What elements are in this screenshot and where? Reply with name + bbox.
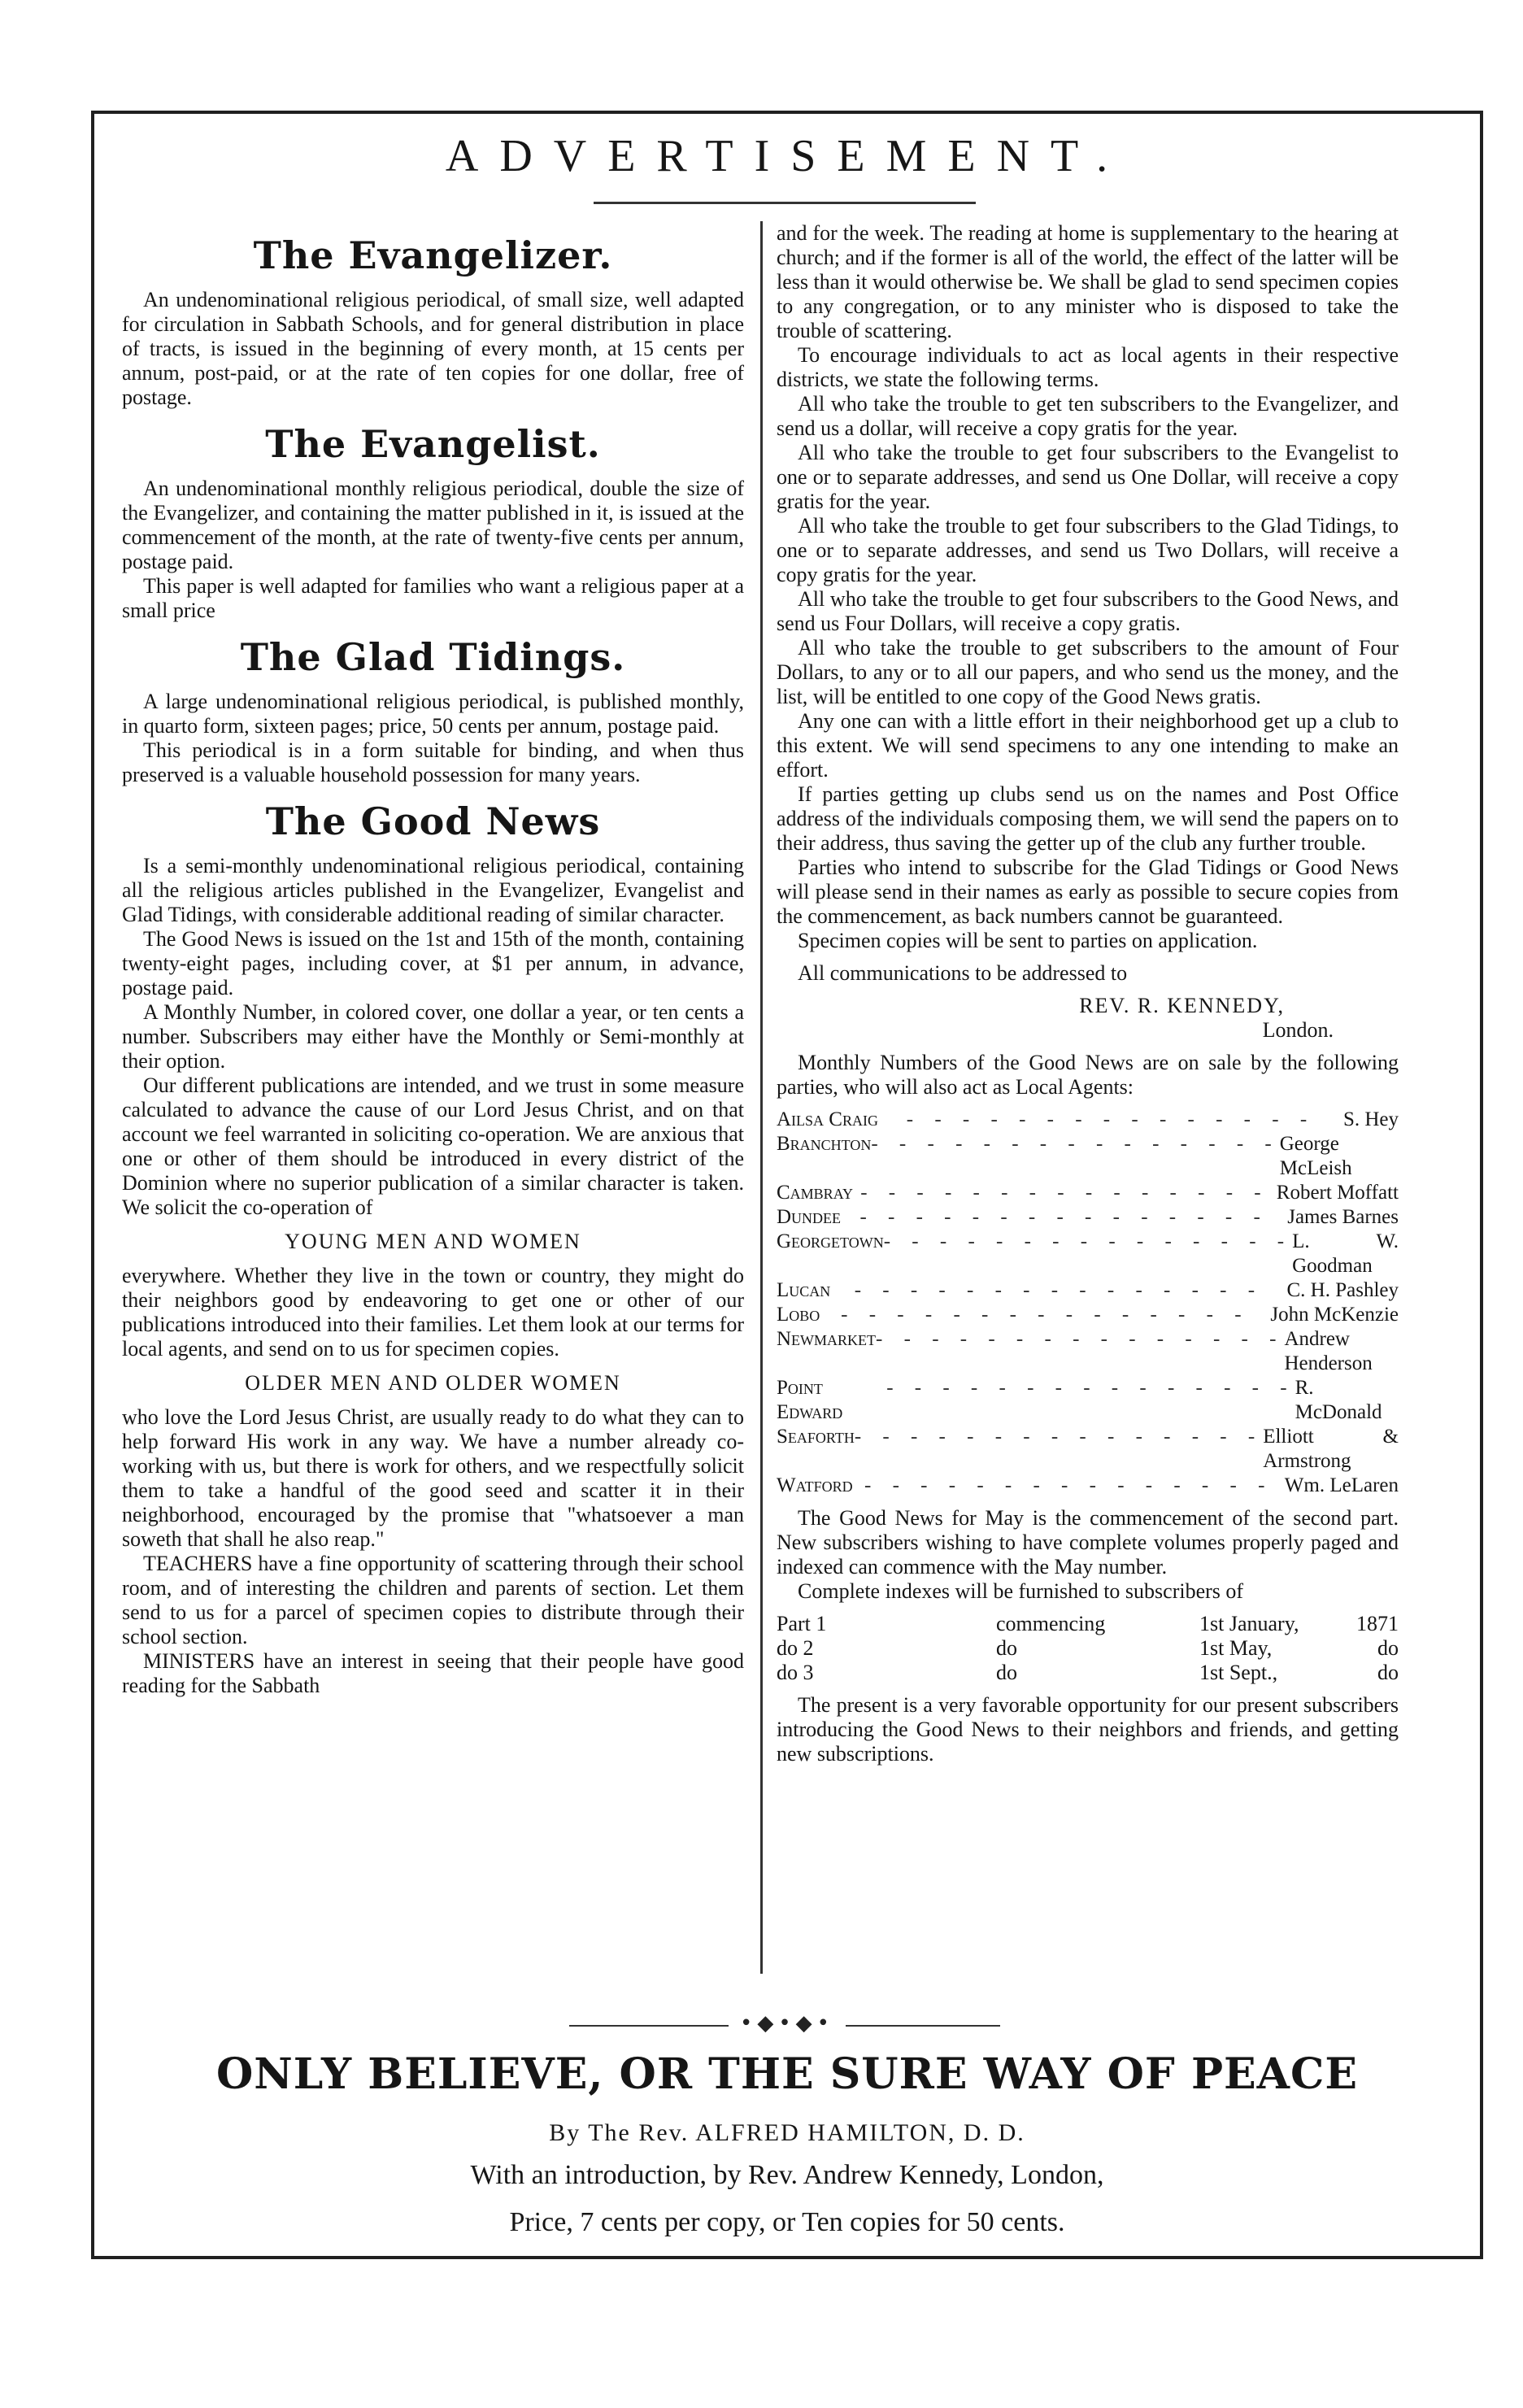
young-text (122, 1264, 744, 1361)
agent-name: C. H. Pashley (1286, 1279, 1399, 1301)
evangelist-text (122, 477, 744, 623)
paragraph: All who take the trouble to get four subscribers to the Glad Tidings, to one or to separate addresses, and send us Two Dollars, will receive a copy gratis for the year. (777, 514, 1399, 586)
paragraph: The Good News is issued on the 1st and 15th of the month, containing twenty-eight pages, including cover, at $1 per annum, in advance, postage paid. (122, 927, 744, 999)
ornament-icon: •◆•◆• (91, 2011, 1483, 2036)
paragraph: Parties who intend to subscribe for the Glad Tidings or Good News will please send in their names as early as possible to secure copies from the commencement, as back numbers cannot be guaranteed. (777, 856, 1399, 928)
paragraph: All who take the trouble to get four subscribers to the Evangelist to one or to separate addresses, and send us One Dollar, will receive a copy gratis for the year. (777, 441, 1399, 513)
list-item: Seaforth - - - - - - - - - - - - - - - Elliott & Armstrong (777, 1426, 1399, 1472)
agent-place: Dundee (777, 1206, 842, 1228)
agent-place: Seaforth (777, 1426, 855, 1448)
page-title: ADVERTISEMENT. (445, 131, 1129, 181)
book-price: Price, 7 cents per copy, or Ten copies for 50 cents. (509, 2207, 1065, 2237)
agent-place: Lucan (777, 1279, 831, 1301)
paragraph: who love the Lord Jesus Christ, are usually ready to do what they can to help forward His work in any way. We have a number already co-working with us, but there is work for others, and we respectfully solicit them to take a handful of the good seed and scatter it in their neighborhood, encouraged by the promise that "whatsoever a man soweth that shall he also reap." (122, 1405, 744, 1551)
agent-name: Andrew Henderson (1284, 1328, 1373, 1374)
closing-block (777, 1693, 1399, 1766)
agents-intro: Monthly Numbers of the Good News are on sale by the following parties, who will also act as Local Agents: (777, 1051, 1399, 1099)
agent-place: Watford (777, 1474, 853, 1496)
paragraph: All who take the trouble to get ten subscribers to the Evangelizer, and send us a dollar, will receive a copy gratis for the year. (777, 392, 1399, 440)
agent-name: John McKenzie (1270, 1304, 1399, 1326)
list-item: Cambray - - - - - - - - - - - - - - - Robert Moffatt (777, 1182, 1399, 1204)
address-block (777, 961, 1399, 986)
list-item: Watford - - - - - - - - - - - - - - - Wm. LeLaren (777, 1474, 1399, 1496)
address-intro: All communications to be addressed to (798, 961, 1128, 985)
paragraph: If parties getting up clubs send us on the names and Post Office address of the individuals composing them, we will send the papers on to their address, thus saving the getter up of the club any further trouble. (777, 782, 1399, 855)
agent-place: Lobo (777, 1304, 820, 1326)
terms-text (777, 221, 1399, 953)
index-table (777, 1612, 1399, 1685)
paragraph: TEACHERS have a fine opportunity of scattering through their school room, and of interesting the children and parents of section. Let them send to us for a parcel of specimen copies to distribute through their school section. (122, 1552, 744, 1648)
book-author: By The Rev. ALFRED HAMILTON, D. D. (549, 2119, 1025, 2146)
paragraph: An undenominational religious periodical, of small size, well adapted for circulation in Sabbath Schools, and for general distribution in place of tracts, is issued in the beginning of every month, at 15 cents per annum, post-paid, or at the rate of ten copies for one dollar, free of postage. (122, 288, 744, 409)
agent-name: Elliott & Armstrong (1263, 1426, 1399, 1472)
good-news-text (122, 854, 744, 1220)
agent-place: Branchton (777, 1133, 872, 1155)
older-text (122, 1405, 744, 1698)
list-item: Branchton - - - - - - - - - - - - - - - George McLeish (777, 1132, 1399, 1181)
agent-place: Point Edward (777, 1377, 843, 1423)
evangelizer-text (122, 288, 744, 410)
agent-name: R. McDonald (1295, 1377, 1382, 1423)
heading-evangelist: The Evangelist. (265, 422, 601, 466)
table-row: do 3 do 1st Sept., do (777, 1661, 1399, 1684)
address-name: REV. R. KENNEDY, (1079, 994, 1285, 1017)
paragraph: This periodical is in a form suitable for binding, and when thus preserved is a valuable household possession for many years. (122, 738, 744, 786)
paragraph: Our different publications are intended, and we trust in some measure calculated to advance the cause of our Lord Jesus Christ, and on that account we feel warranted in soliciting co-operation. We are anxious that one or other of them should be introduced in every district of the Dominion where no superior publication of a similar character is taken. We solicit the co-operation of (122, 1073, 744, 1219)
agent-name: Robert Moffatt (1276, 1182, 1399, 1204)
paragraph: and for the week. The reading at home is supplementary to the hearing at church; and if the former is all of the world, the effect of the latter will be less than it would otherwise be. We shall be glad to send specimen copies to any congregation, or to any minister who is disposed to take the trouble of scattering. (777, 221, 1399, 342)
table-row: do 2 do 1st May, do (777, 1636, 1399, 1660)
book-title: ONLY BELIEVE, OR THE SURE WAY OF PEACE (215, 2049, 1359, 2099)
paragraph: The present is a very favorable opportunity for our present subscribers introducing the Good News to their neighbors and friends, and getting new subscriptions. (777, 1693, 1399, 1766)
heading-glad-tidings: The Glad Tidings. (240, 635, 626, 679)
agent-place: Ailsa Craig (777, 1108, 878, 1130)
table-row: Part 1 commencing 1st January, 1871 (777, 1612, 1399, 1635)
list-item: Dundee - - - - - - - - - - - - - - - James Barnes (777, 1206, 1399, 1228)
agent-place: Cambray (777, 1182, 854, 1204)
paragraph: Is a semi-monthly undenominational religious periodical, containing all the religious articles published in the Evangelizer, Evangelist and Glad Tidings, with considerable additional reading of similar character. (122, 854, 744, 926)
paragraph: This paper is well adapted for families who want a religious paper at a small price (122, 574, 744, 622)
paragraph: An undenominational monthly religious periodical, double the size of the Evangelizer, and containing the matter published in it, is issued at the commencement of the month, at the rate of twenty-five cents per annum, postage paid. (122, 477, 744, 573)
paragraph: Specimen copies will be sent to parties on application. (798, 929, 1258, 952)
paragraph: All who take the trouble to get four subscribers to the Good News, and send us Four Dollars, will receive a copy gratis. (777, 587, 1399, 635)
agent-name: George McLeish (1279, 1133, 1352, 1179)
agent-name: James Barnes (1287, 1206, 1399, 1228)
agent-place: Georgetown (777, 1230, 884, 1252)
agent-name: L. W. Goodman (1292, 1230, 1399, 1277)
paragraph: To encourage individuals to act as local agents in their respective districts, we state the following terms. (777, 343, 1399, 391)
heading-evangelizer: The Evangelizer. (253, 233, 613, 277)
may-block (777, 1506, 1399, 1604)
title-rule (594, 202, 976, 204)
paragraph: Any one can with a little effort in their neighborhood get up a club to this extent. We will send specimens to any one intending to make an effort. (777, 709, 1399, 782)
paragraph: MINISTERS have an interest in seeing that their people have good reading for the Sabbath (122, 1649, 744, 1697)
paragraph: All who take the trouble to get subscribers to the amount of Four Dollars, to any or to all our papers, and who send us the money, and the list, will be entitled to one copy of the Good News gratis. (777, 636, 1399, 708)
agent-place: Newmarket (777, 1328, 877, 1350)
list-item: Point Edward - - - - - - - - - - - - - - - R. McDonald (777, 1376, 1399, 1425)
agent-name: S. Hey (1342, 1108, 1399, 1130)
list-item: Lucan - - - - - - - - - - - - - - - C. H. Pashley (777, 1279, 1399, 1301)
paragraph: everywhere. Whether they live in the town or country, they might do their neighbors good by endeavoring to get one or other of our publications introduced into their families. Let them look at our terms for local agents, and send on to us for specimen copies. (122, 1264, 744, 1361)
older-heading: OLDER MEN AND OLDER WOMEN (245, 1371, 621, 1395)
column-divider (760, 221, 763, 1974)
agent-name: Wm. LeLaren (1284, 1474, 1399, 1496)
heading-good-news: The Good News (265, 799, 601, 843)
agents-intro-block (777, 1051, 1399, 1099)
address-city: London. (1262, 1018, 1334, 1042)
agents-list (777, 1108, 1399, 1498)
book-intro: With an introduction, by Rev. Andrew Kennedy, London, (470, 2160, 1104, 2190)
young-heading: YOUNG MEN AND WOMEN (285, 1230, 581, 1253)
list-item: Newmarket - - - - - - - - - - - - - - - Andrew Henderson (777, 1327, 1399, 1376)
paragraph: A Monthly Number, in colored cover, one dollar a year, or ten cents a number. Subscribers may either have the Monthly or Semi-monthly at their option. (122, 1000, 744, 1073)
left-column (122, 221, 744, 1706)
paragraph: The Good News for May is the commencement of the second part. New subscribers wishing to have complete volumes properly paged and indexed can commence with the May number. (777, 1506, 1399, 1578)
list-item: Lobo - - - - - - - - - - - - - - - John McKenzie (777, 1304, 1399, 1326)
list-item: Georgetown - - - - - - - - - - - - - - - L. W. Goodman (777, 1230, 1399, 1277)
right-column (777, 221, 1399, 1774)
list-item: Ailsa Craig - - - - - - - - - - - - - - - S. Hey (777, 1108, 1399, 1130)
paragraph: Complete indexes will be furnished to subscribers of (798, 1579, 1244, 1603)
glad-tidings-text (122, 690, 744, 787)
paragraph: A large undenominational religious periodical, is published monthly, in quarto form, sixteen pages; price, 50 cents per annum, postage paid. (122, 690, 744, 738)
